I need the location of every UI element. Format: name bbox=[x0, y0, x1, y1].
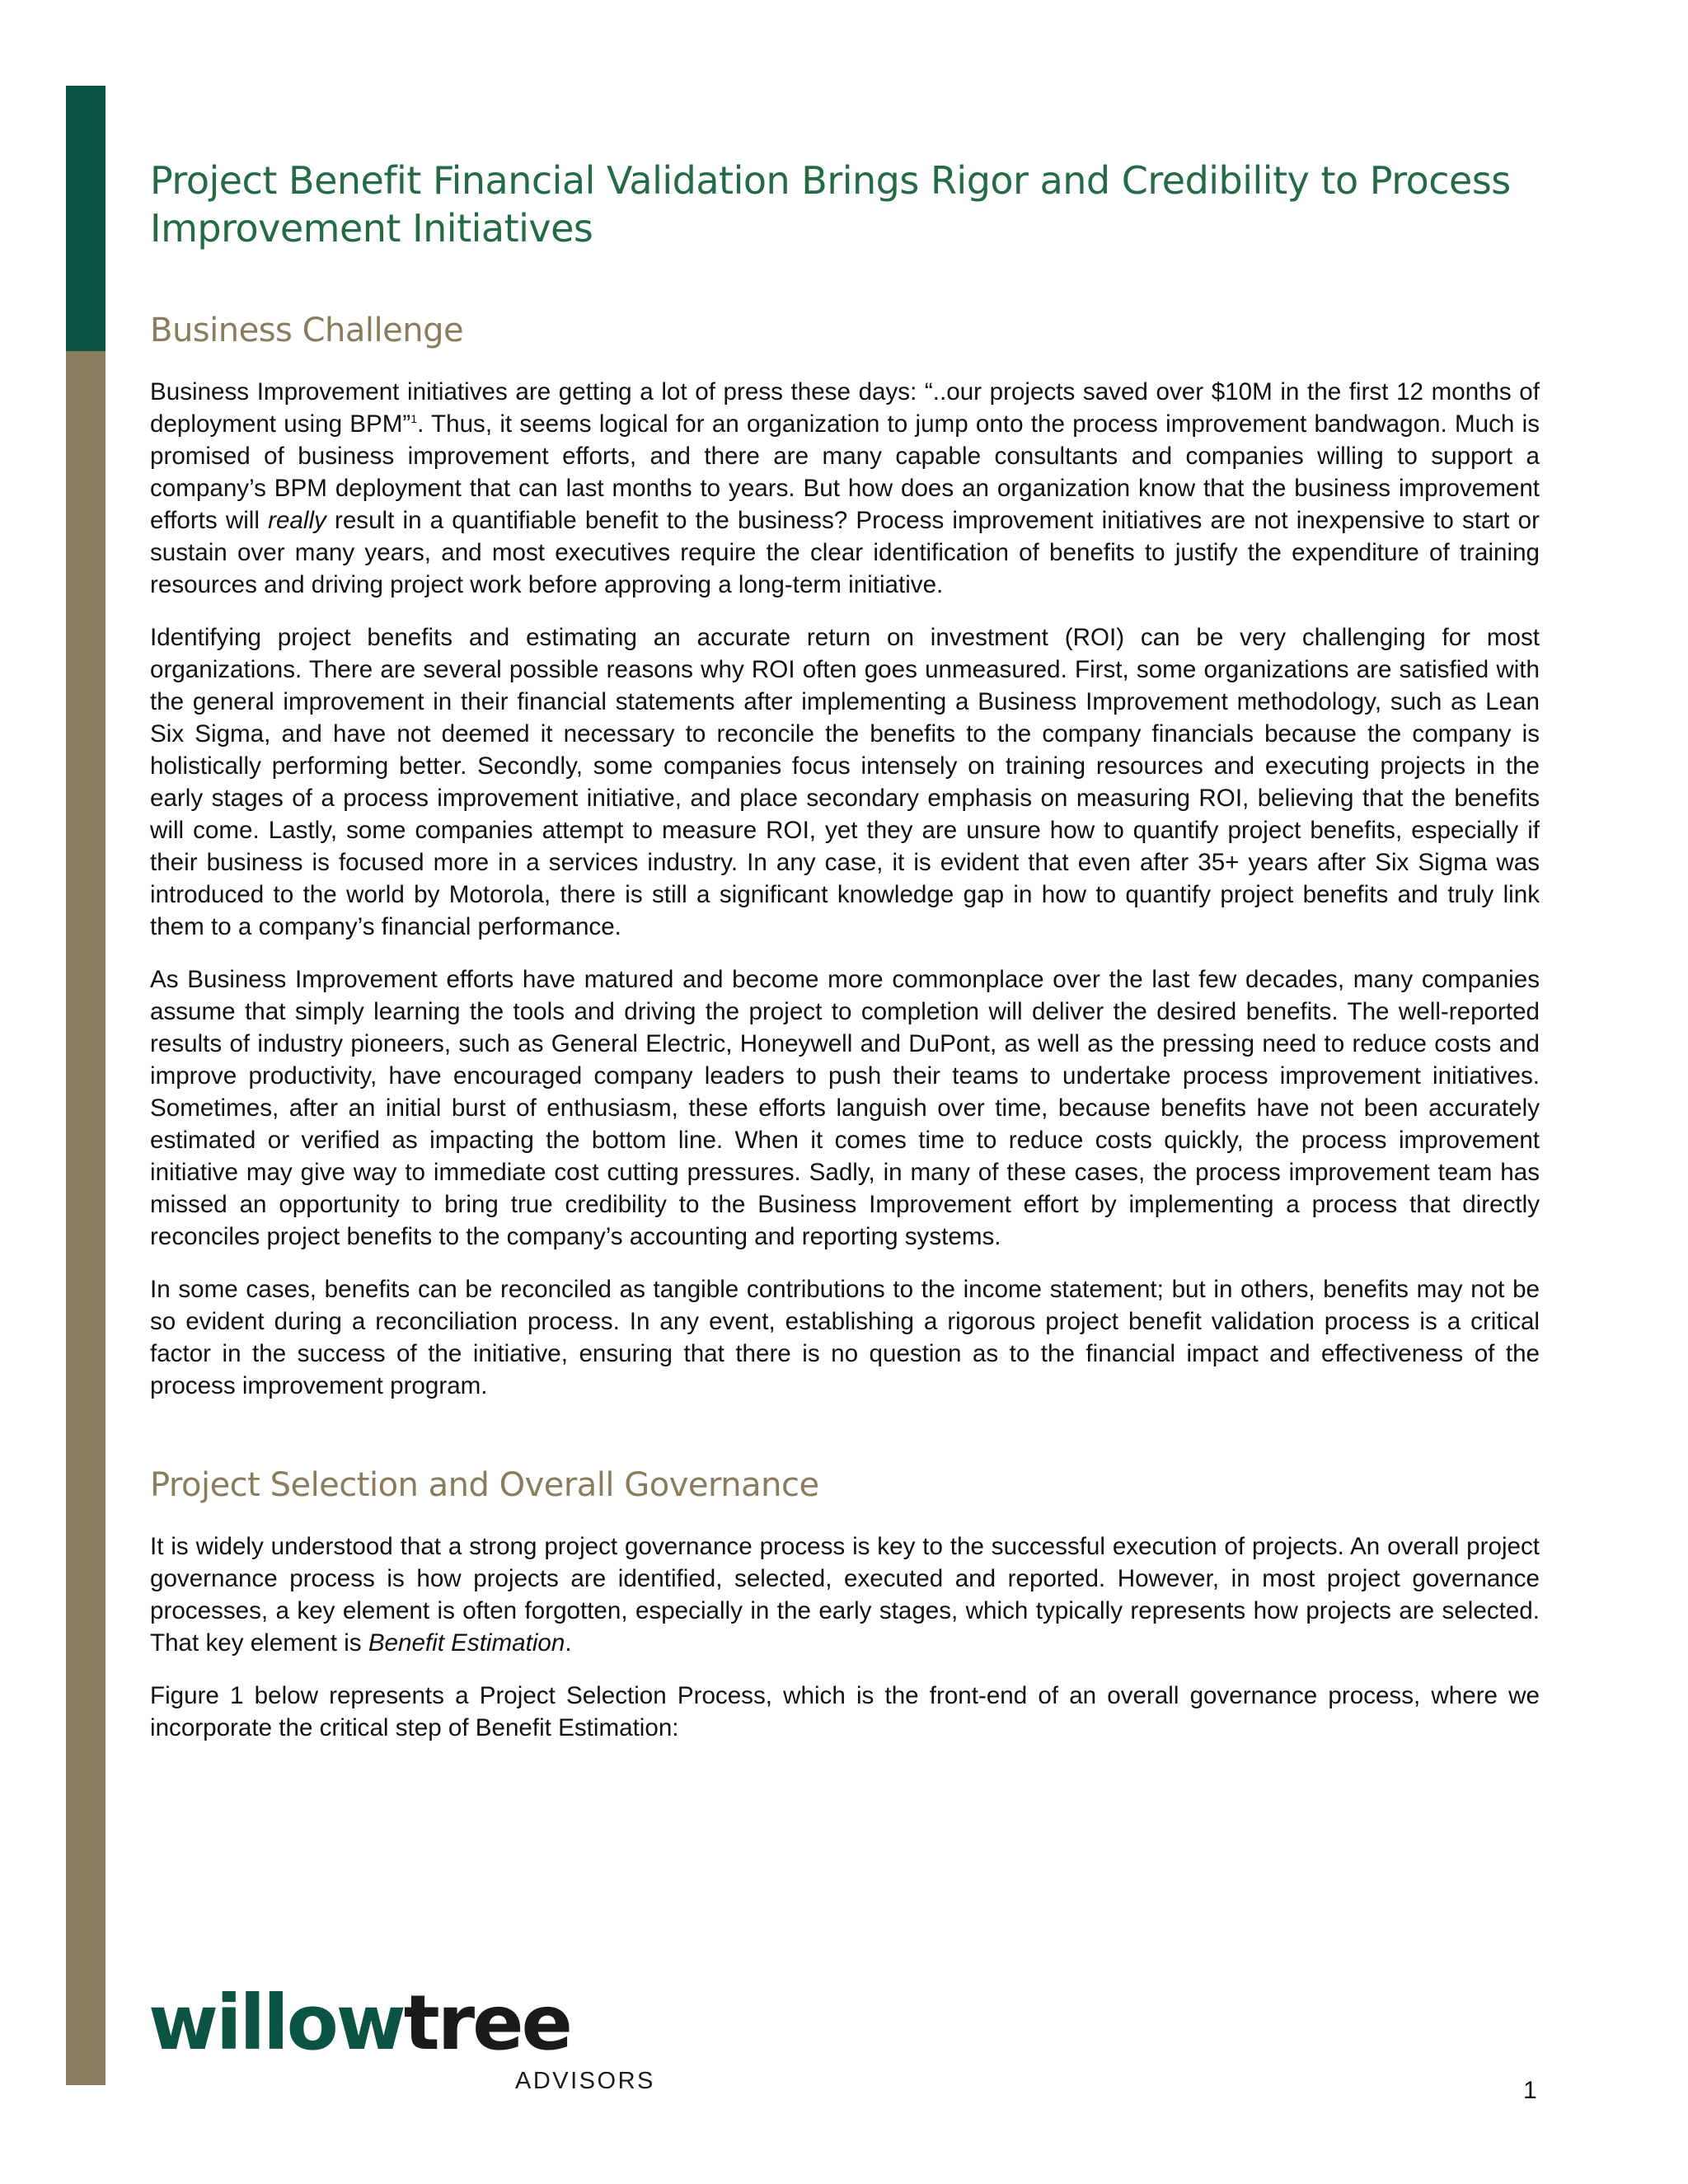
emphasis-text: really bbox=[268, 507, 326, 534]
logo-subtitle: ADVISORS bbox=[515, 2068, 655, 2094]
text-run: result in a quantifiable benefit to the business? Process improvement initiatives are not inexpensive to start or sustain over many years, and most executives require the clear identification of benefits to justify the expenditure of training resources and driving project work before approving a long-term initiative. bbox=[150, 507, 1540, 598]
text-run: In some cases, benefits can be reconciled as tangible contributions to the income statement; but in others, benefits may not be so evident during a reconciliation process. In any event, establishing a rigorous project benefit validation process is a critical factor in the success of the initiative, ensuring that there is no question as to the financial impact and effectiveness of the process improvement program. bbox=[150, 1276, 1540, 1399]
section-heading-project-selection: Project Selection and Overall Governance bbox=[150, 1466, 819, 1504]
section-heading-business-challenge: Business Challenge bbox=[150, 312, 464, 349]
text-run: . Thus, it seems logical for an organization to jump onto the process improvement bandwagon. Much is promised of business improvement efforts, and there are many capable consultants and companies willing to support a company’s BPM deployment that can last months to years. But how does an organization know that the business improvement efforts will bbox=[150, 410, 1540, 534]
document-title: Project Benefit Financial Validation Brings Rigor and Credibility to Process Improvement Initiatives bbox=[150, 158, 1511, 251]
emphasis-text: Benefit Estimation bbox=[368, 1629, 565, 1657]
text-run: It is widely understood that a strong project governance process is key to the successful execution of projects. An overall project governance process is how projects are identified, selected, executed and reported. However, in most project governance processes, a key element is often forgotten, especially in the early stages, which typically represents how projects are selected. That key element is bbox=[150, 1533, 1540, 1657]
logo-word-main: willow bbox=[148, 1980, 404, 2067]
svg-text:willowtree bbox=[148, 1980, 570, 2067]
paragraph bbox=[150, 1680, 1540, 1744]
accent-bar-tan bbox=[66, 351, 106, 2085]
accent-bar-green bbox=[66, 86, 106, 351]
text-run: Business Improvement initiatives are getting a lot of press these days: “..our projects saved over $10M in the first 12 months of deployment using BPM” bbox=[150, 378, 1540, 438]
text-run: . bbox=[565, 1629, 572, 1657]
footnote-marker: 1 bbox=[410, 412, 418, 426]
paragraph bbox=[150, 1530, 1540, 1659]
paragraph bbox=[150, 1273, 1540, 1402]
text-run: As Business Improvement efforts have matured and become more commonplace over the last few decades, many companies assume that simply learning the tools and driving the project to completion will deliver the desired benefits. The well-reported results of industry pioneers, such as General Electric, Honeywell and DuPont, as well as the pressing need to reduce costs and improve productivity, have encouraged company leaders to push their teams to undertake process improvement initiatives. Sometimes, after an initial burst of enthusiasm, these efforts languish over time, because benefits have not been accurately estimated or verified as impacting the bottom line. When it comes time to reduce costs quickly, the process improvement initiative may give way to immediate cost cutting pressures. Sadly, in many of these cases, the process improvement team has missed an opportunity to bring true credibility to the Business Improvement effort by implementing a process that directly reconciles project benefits to the company’s accounting and reporting systems. bbox=[150, 966, 1540, 1250]
text-run: Identifying project benefits and estimating an accurate return on investment (ROI) can be very challenging for most organizations. There are several possible reasons why ROI often goes unmeasured. First, some organizations are satisfied with the general improvement in their financial statements after implementing a Business Improvement methodology, such as Lean Six Sigma, and have not deemed it necessary to reconcile the benefits to the company financials because the company is holistically performing better. Secondly, some companies focus intensely on training resources and executing projects in the early stages of a process improvement initiative, and place secondary emphasis on measuring ROI, believing that the benefits will come. Lastly, some companies attempt to measure ROI, yet they are unsure how to quantify project benefits, especially if their business is focused more in a services industry. In any case, it is evident that even after 35+ years after Six Sigma was introduced to the world by Motorola, there is still a significant knowledge gap in how to quantify project benefits and truly link them to a company’s financial performance. bbox=[150, 624, 1540, 940]
document-body bbox=[150, 157, 1540, 1765]
paragraph bbox=[150, 963, 1540, 1253]
text-run: Figure 1 below represents a Project Selection Process, which is the front-end of an overall governance process, where we incorporate the critical step of Benefit Estimation: bbox=[150, 1682, 1540, 1741]
paragraph bbox=[150, 376, 1540, 601]
willowtree-logo bbox=[148, 1980, 676, 2095]
paragraph bbox=[150, 621, 1540, 943]
page-number: 1 bbox=[1523, 2077, 1537, 2104]
logo-word-accent: tree bbox=[403, 1980, 570, 2067]
